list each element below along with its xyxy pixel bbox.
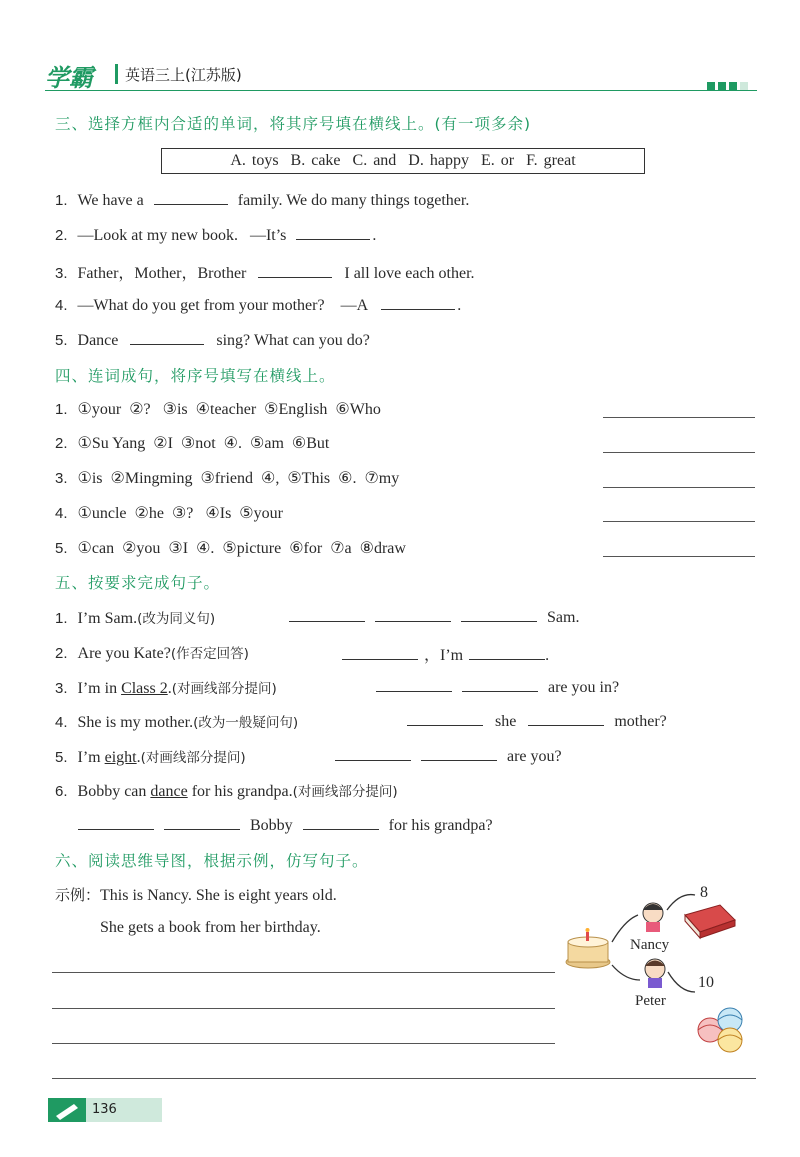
peter-avatar-icon xyxy=(645,959,665,988)
brand-divider xyxy=(115,64,118,84)
answer-blank[interactable] xyxy=(528,711,604,726)
s3-q5: 5. Dance sing? What can you do? xyxy=(55,332,370,349)
answer-line[interactable] xyxy=(603,452,755,453)
answer-line[interactable] xyxy=(603,521,755,522)
s5-q2: 2. Are you Kate?(作否定回答) xyxy=(55,645,249,662)
s4-q5: 5. ①can ②you ③I ④. ⑤picture ⑥for ⑦a ⑧draw xyxy=(55,540,406,557)
page-number: 136 xyxy=(92,1102,117,1117)
nancy-label: Nancy xyxy=(630,937,670,953)
s5-q3: 3. I’m in Class 2.(对画线部分提问) xyxy=(55,680,277,697)
answer-blank[interactable] xyxy=(335,746,411,761)
answer-blank[interactable] xyxy=(421,746,497,761)
answer-blank[interactable] xyxy=(130,330,204,345)
answer-blank[interactable] xyxy=(342,645,418,660)
s5-q1: 1. I’m Sam.(改为同义句) xyxy=(55,610,216,627)
example-line-2: She gets a book from her birthday. xyxy=(100,919,321,936)
brand-logo: 学霸 xyxy=(45,64,93,92)
answer-blank[interactable] xyxy=(376,677,452,692)
answer-blank[interactable] xyxy=(164,815,240,830)
s4-q3: 3. ①is ②Mingming ③friend ④, ⑤This ⑥. ⑦my xyxy=(55,470,400,487)
answer-blank[interactable] xyxy=(469,645,545,660)
s4-q1: 1. ①your ②? ③is ④teacher ⑤English ⑥Who xyxy=(55,401,381,418)
balls-icon xyxy=(698,1008,742,1052)
mind-map-drawing xyxy=(560,880,760,1055)
answer-blank[interactable] xyxy=(296,225,370,240)
s3-q3: 3. Father，Mother，Brother I all love each other. xyxy=(55,265,475,282)
section6-title: 六、阅读思维导图，根据示例，仿写句子。 xyxy=(55,852,369,870)
answer-blank[interactable] xyxy=(407,711,483,726)
s5-q2-answer: ，I’m . xyxy=(342,642,549,665)
nancy-avatar-icon xyxy=(643,903,663,932)
section3-title: 三、选择方框内合适的单词，将其序号填在横线上。(有一项多余) xyxy=(55,115,532,133)
answer-blank[interactable] xyxy=(154,190,228,205)
answer-blank[interactable] xyxy=(303,815,379,830)
s5-q4: 4. She is my mother.(改为一般疑问句) xyxy=(55,714,299,731)
s3-q4: 4. —What do you get from your mother? —A . xyxy=(55,297,462,314)
answer-blank[interactable] xyxy=(461,607,537,622)
writing-line[interactable] xyxy=(52,1043,555,1044)
s5-q5: 5. I’m eight.(对画线部分提问) xyxy=(55,749,246,766)
mind-map xyxy=(560,880,760,1055)
section5-title: 五、按要求完成句子。 xyxy=(55,574,221,592)
header-dots xyxy=(707,75,748,94)
s5-q5-answer: are you? xyxy=(335,746,562,766)
pencil-icon xyxy=(48,1098,86,1122)
s5-q1-answer: Sam. xyxy=(289,607,579,627)
answer-line[interactable] xyxy=(603,487,755,488)
answer-blank[interactable] xyxy=(381,295,455,310)
s3-q1: 1. We have a family. We do many things together. xyxy=(55,192,470,209)
s5-q6-answer: Bobby for his grandpa? xyxy=(78,815,493,835)
header-rule xyxy=(45,90,757,91)
nancy-age: 8 xyxy=(700,884,708,901)
s5-q4-answer: she mother? xyxy=(407,711,667,731)
s5-q6: 6. Bobby can dance for his grandpa.(对画线部分提问) xyxy=(55,783,398,800)
answer-blank[interactable] xyxy=(375,607,451,622)
answer-blank[interactable] xyxy=(78,815,154,830)
word-options-box: A. toys B. cake C. and D. happy E. or F. great xyxy=(161,148,645,174)
book-title: 英语三上(江苏版) xyxy=(125,66,242,84)
answer-line[interactable] xyxy=(603,556,755,557)
answer-blank[interactable] xyxy=(289,607,365,622)
s5-q3-answer: are you in? xyxy=(376,677,619,697)
peter-age: 10 xyxy=(698,974,714,991)
book-icon xyxy=(685,905,735,938)
s4-q2: 2. ①Su Yang ②I ③not ④. ⑤am ⑥But xyxy=(55,435,330,452)
peter-label: Peter xyxy=(635,993,666,1009)
s4-q4: 4. ①uncle ②he ③? ④Is ⑤your xyxy=(55,505,283,522)
writing-line[interactable] xyxy=(52,972,555,973)
answer-line[interactable] xyxy=(603,417,755,418)
writing-line[interactable] xyxy=(52,1078,756,1079)
answer-blank[interactable] xyxy=(462,677,538,692)
section4-title: 四、连词成句，将序号填写在横线上。 xyxy=(55,367,336,385)
answer-blank[interactable] xyxy=(258,263,332,278)
s3-q2: 2. —Look at my new book. —It’s . xyxy=(55,227,377,244)
birthday-cake-icon xyxy=(566,928,610,968)
writing-line[interactable] xyxy=(52,1008,555,1009)
example-line-1: 示例：This is Nancy. She is eight years old. xyxy=(55,886,337,904)
header xyxy=(45,58,757,94)
